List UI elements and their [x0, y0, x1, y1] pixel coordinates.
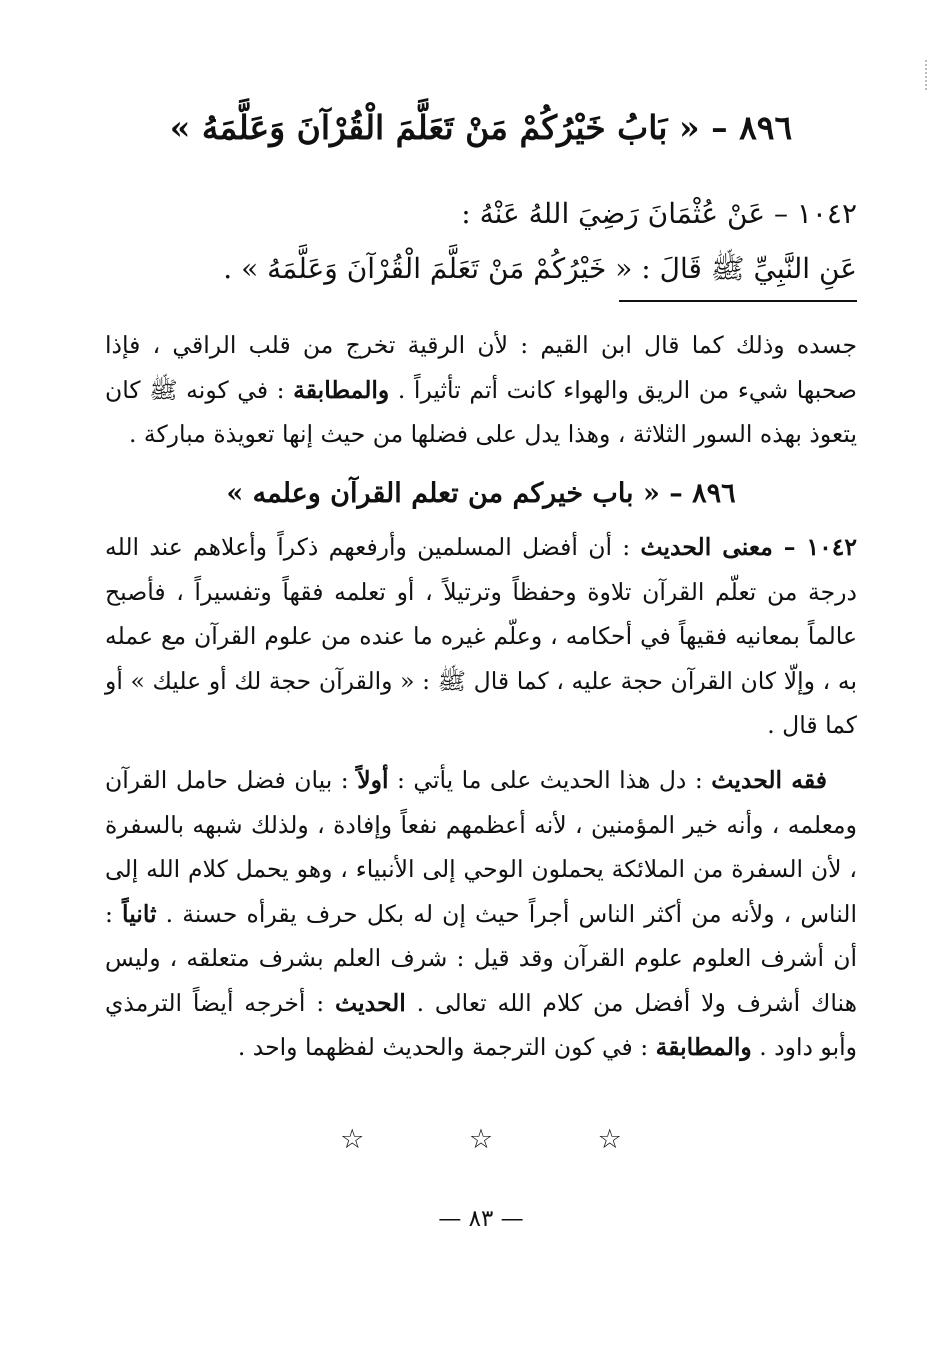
footnote-separator — [619, 300, 857, 302]
fiqh-mutabaqa-label: والمطابقة — [655, 1033, 752, 1061]
margin-mark — [922, 60, 927, 90]
chapter-number: ٨٩٦ — [739, 108, 793, 147]
chapter-title — [105, 108, 857, 147]
commentary-continuation — [105, 323, 857, 457]
hadith-chain: ١٠٤٢ – عَنْ عُثْمَانَ رَضِيَ اللهُ عَنْهُ : — [461, 197, 857, 230]
fiqh-first-label: أولاً — [357, 766, 389, 794]
fiqh-text-1: : دل هذا الحديث على ما يأتي : — [388, 766, 712, 794]
fiqh-text-2: : بيان فضل حامل القرآن ومعلمه ، وأنه خير المؤمنين ، لأنه أعظمهم نفعاً وإفادة ، ولذلك شبهه بالسفرة ، لأن السفرة من الملائكة يحملون الوحي إلى الأنبياء ، وهو يحمل كلام الله إلى الناس ، ولأنه من أكثر الناس أجراً حيث إن له بكل حرف يقرأه حسنة . — [105, 766, 857, 928]
meaning-text: : أن أفضل المسلمين وأرفعهم ذكراً وأعلاهم عند الله درجة من تعلّم القرآن تلاوة وحفظاً وترتيلاً ، أو تعلمه فقهاً وتفسيراً ، فأصبح عالماً بمعانيه فقيهاً في أحكامه ، وعلّم غيره ما عنده من علوم القرآن مع عمله به ، وإلّا كان القرآن حجة عليه ، كما قال ﷺ : « والقرآن حجة لك أو عليك » أو كما قال . — [105, 533, 857, 739]
chapter-title-text: – « بَابُ خَيْرُكُمْ مَنْ تَعَلَّمَ الْقُرْآنَ وَعَلَّمَهُ » — [169, 108, 728, 147]
fiqh-text-3: : أن أشرف العلوم علوم القرآن وقد قيل : شرف العلم بشرف متعلقه ، وليس هناك أشرف ولا أفضل من كلام الله تعالى . — [105, 899, 857, 1017]
fiqh-text-5: : في كون الترجمة والحديث لفظهما واحد . — [237, 1033, 656, 1061]
fiqh-text-4: : أخرجه أيضاً الترمذي وأبو داود . — [105, 988, 857, 1061]
fiqh-second-label: ثانياً — [122, 899, 157, 928]
document-page — [105, 0, 857, 1361]
fiqh-label: فقه الحديث — [711, 766, 827, 794]
commentary-text-1: جسده وذلك كما قال ابن القيم : لأن الرقية تخرج من قلب الراقي ، فإذا صحبها شيء من الريق والهواء كانت أتم تأثيراً . — [105, 331, 857, 404]
hadith-text — [150, 186, 857, 296]
star-divider: ☆ ☆ ☆ — [340, 1124, 670, 1155]
commentary-mutabaqa-label: والمطابقة — [293, 375, 390, 404]
hadith-matn: عَنِ النَّبِيِّ ﷺ قَالَ : « خَيْرُكُمْ مَنْ تَعَلَّمَ الْقُرْآنَ وَعَلَّمَهُ » . — [223, 252, 857, 285]
meaning-label: ١٠٤٢ – معنى الحديث — [640, 533, 857, 561]
commentary-text-2: : في كونه ﷺ كان يتعوذ بهذه السور الثلاثة ، وهذا يدل على فضلها من حيث إنها تعويذة مباركة . — [105, 375, 857, 448]
page-number: — ٨٣ — — [438, 1206, 524, 1232]
section-title: ٨٩٦ – « باب خيركم من تعلم القرآن وعلمه » — [226, 478, 736, 509]
hadith-meaning — [105, 525, 857, 748]
hadith-fiqh — [105, 758, 857, 1070]
fiqh-hadith-label: الحديث — [335, 988, 406, 1017]
